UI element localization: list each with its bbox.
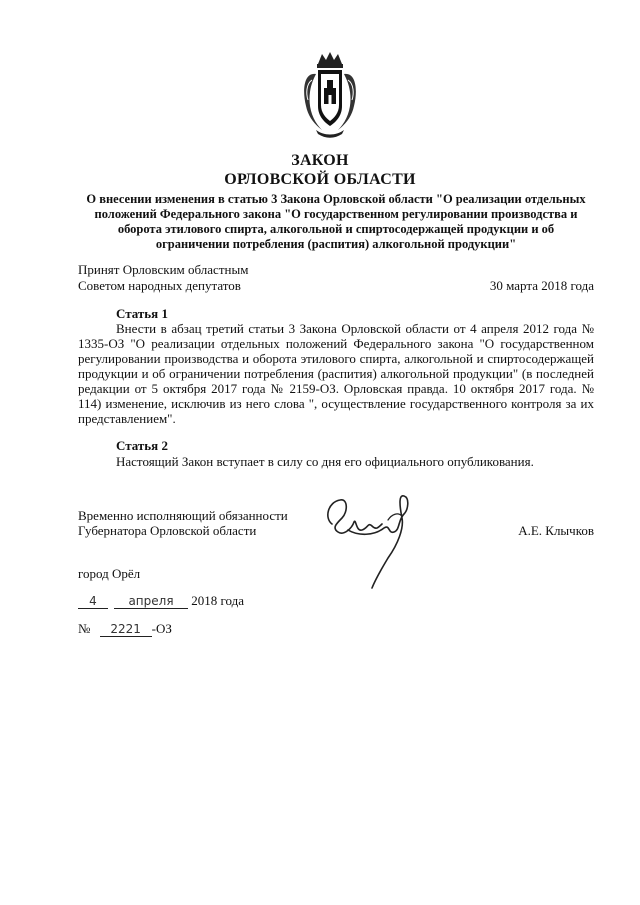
signatory-title-line1: Временно исполняющий обязанности: [78, 508, 288, 523]
city-name: город Орёл: [78, 566, 141, 581]
signing-date: [78, 593, 244, 609]
subject-line: положений Федерального закона "О государственном регулировании производства и: [94, 207, 578, 221]
subject-line: О внесении изменения в статью 3 Закона Орловской области "О реализации отдельных: [86, 192, 586, 206]
article2-text: Настоящий Закон вступает в силу со дня его официального опубликования.: [116, 454, 534, 469]
signatory-name: А.Е. Клычков: [518, 523, 594, 538]
number-value-handwritten: 2221: [100, 623, 152, 637]
coat-of-arms-emblem: [298, 50, 362, 140]
adopted-by-line2: Советом народных депутатов: [78, 278, 241, 293]
date-month-handwritten: апреля: [114, 595, 188, 609]
article1-text: Внести в абзац третий статьи 3 Закона Орловской области от 4 апреля 2012 года № 1335-ОЗ "О реализации отдельных положений Федерального закона "О государственном регулировании производства и оборота этилового спирта, алкогольной и спиртосодержащей продукции и об ограничении потребления (распития) алкогольной продукции" (в последней редакции от 5 октября 2017 года № 2159-ОЗ. Орловская правда. 10 октября 2017 года. № 114) изменение, исключив из него слова ", осуществление государственного контроля за их представлением".: [78, 321, 594, 426]
number-suffix: -ОЗ: [151, 621, 172, 636]
adopted-by-line1: Принят Орловским областным: [78, 262, 249, 277]
handwritten-signature: [318, 488, 426, 592]
subject-line: ограничении потребления (распития) алкогольной продукции": [155, 237, 517, 251]
article1-heading: Статья 1: [116, 306, 168, 321]
signatory-title-line2: Губернатора Орловской области: [78, 523, 257, 538]
adopted-date: 30 марта 2018 года: [489, 278, 594, 293]
law-subject: [78, 192, 594, 252]
law-number: [78, 621, 172, 637]
number-sign: №: [78, 621, 91, 636]
article2-heading: Статья 2: [116, 438, 168, 453]
subject-line: оборота этилового спирта, алкогольной и спиртосодержащей продукции и об: [117, 222, 555, 236]
date-day-handwritten: 4: [78, 595, 108, 609]
law-title: ЗАКОН: [291, 152, 349, 169]
date-year: 2018 года: [191, 593, 245, 608]
region-title: ОРЛОВСКОЙ ОБЛАСТИ: [224, 171, 416, 188]
